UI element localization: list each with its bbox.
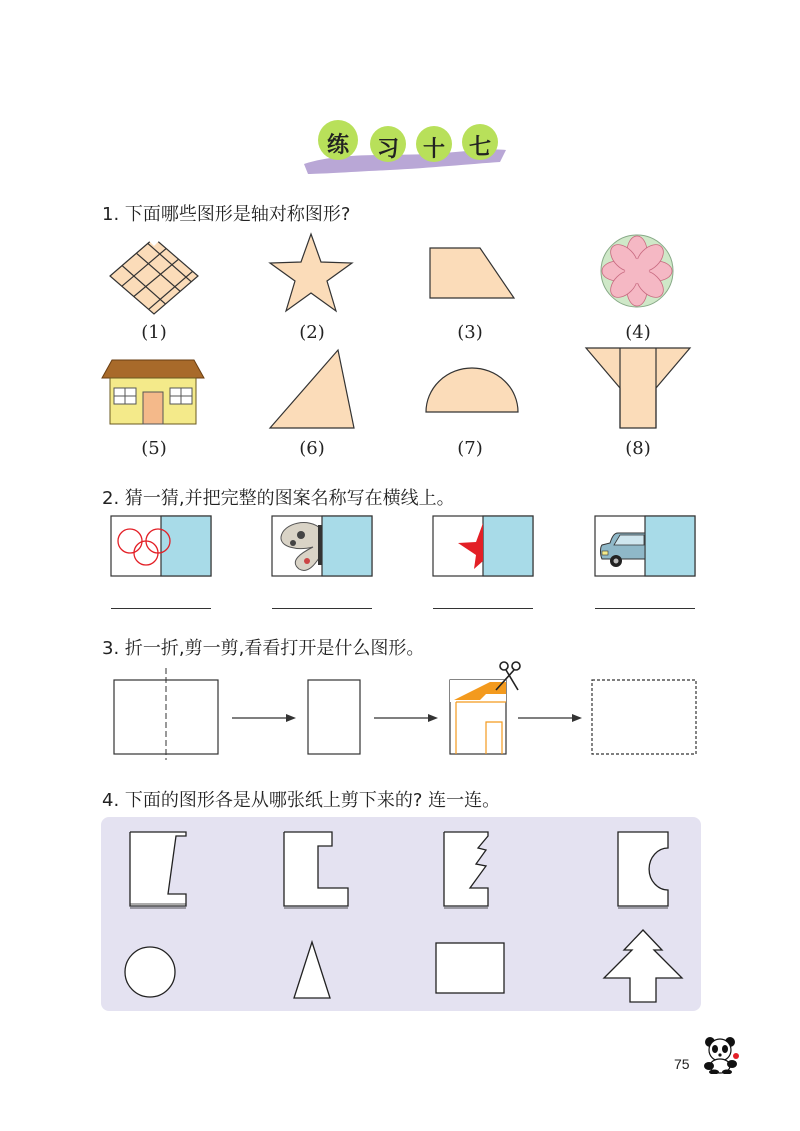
label-6: (6) xyxy=(299,438,325,459)
label-7: (7) xyxy=(457,438,483,459)
cut-shape-rectangle[interactable] xyxy=(434,941,508,997)
label-8: (8) xyxy=(625,438,651,459)
question-3: 3. 折一折,剪一剪,看看打开是什么图形。 xyxy=(102,638,425,659)
guess-card-car xyxy=(594,515,696,577)
shape-triangle xyxy=(268,348,358,430)
fold-cut-diagram xyxy=(100,660,710,764)
answer-line-1[interactable] xyxy=(111,608,211,609)
shape-flower xyxy=(598,232,676,310)
guess-card-star xyxy=(432,515,534,577)
shape-t-form xyxy=(584,346,692,430)
folded-paper-1[interactable] xyxy=(126,828,192,910)
folded-paper-2[interactable] xyxy=(280,828,352,910)
answer-line-4[interactable] xyxy=(595,608,695,609)
title-char-2: 习 xyxy=(376,137,399,162)
paper-unfolded xyxy=(114,668,218,760)
guess-card-butterfly xyxy=(271,515,373,577)
question-1: 1. 下面哪些图形是轴对称图形? xyxy=(102,204,351,225)
answer-line-3[interactable] xyxy=(433,608,533,609)
folded-paper-4[interactable] xyxy=(614,828,680,910)
shape-star xyxy=(268,232,354,314)
section-title xyxy=(300,112,510,182)
title-char-1: 练 xyxy=(326,133,349,158)
question-2: 2. 猜一猜,并把完整的图案名称写在横线上。 xyxy=(102,488,455,509)
folded-paper-3[interactable] xyxy=(440,828,506,910)
cut-shape-triangle[interactable] xyxy=(290,940,334,1000)
label-1: (1) xyxy=(141,322,167,343)
label-5: (5) xyxy=(141,438,167,459)
shape-trapezoid xyxy=(428,246,518,300)
shape-semicircle xyxy=(424,366,520,414)
scissors-icon xyxy=(496,662,520,690)
title-char-3: 十 xyxy=(422,137,445,162)
label-3: (3) xyxy=(457,322,483,343)
panda-icon xyxy=(700,1034,742,1074)
answer-line-2[interactable] xyxy=(272,608,372,609)
question-4: 4. 下面的图形各是从哪张纸上剪下来的? 连一连。 xyxy=(102,790,501,811)
guess-card-rings xyxy=(110,515,212,577)
cut-shape-circle[interactable] xyxy=(122,944,178,1000)
label-2: (2) xyxy=(299,322,325,343)
shape-lattice xyxy=(108,236,200,316)
cut-shape-tree[interactable] xyxy=(598,928,688,1004)
shape-house xyxy=(100,356,206,428)
page-number: 75 xyxy=(674,1056,690,1072)
label-4: (4) xyxy=(625,322,651,343)
title-char-4: 七 xyxy=(468,135,491,160)
